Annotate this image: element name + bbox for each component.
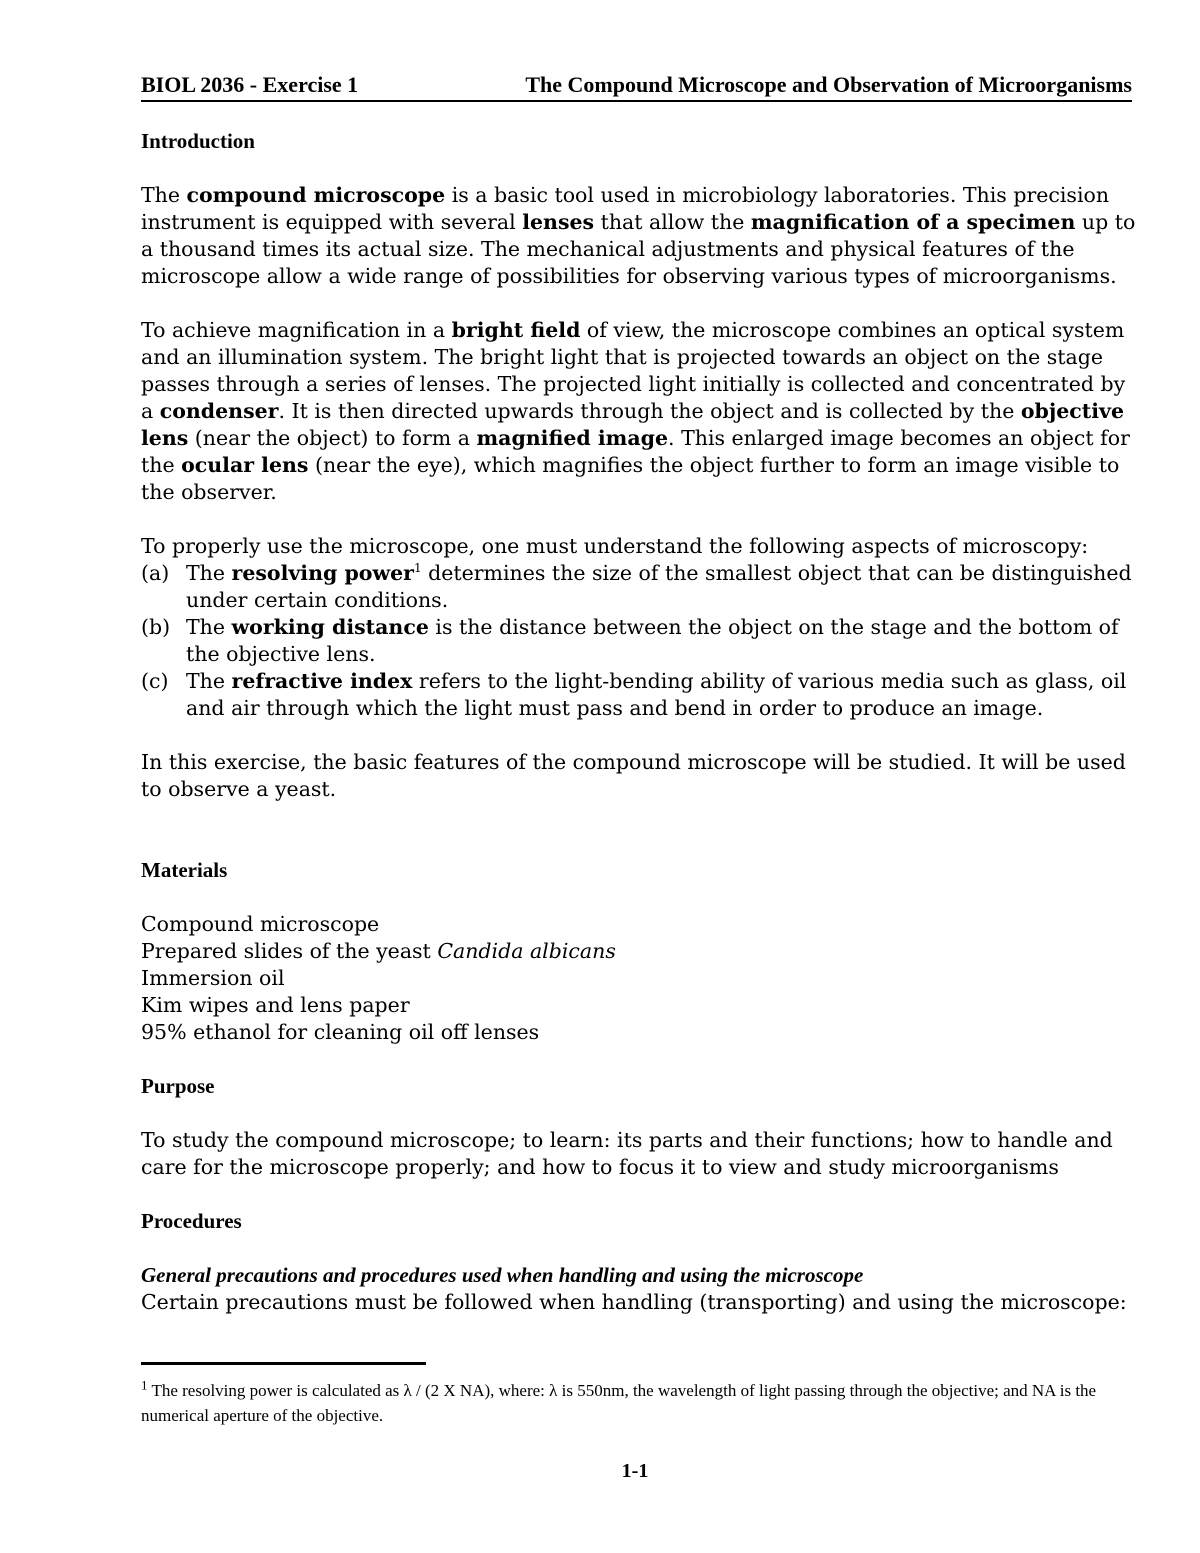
material-item: Compound microscope bbox=[141, 912, 380, 936]
list-item: (b) The working distance is the distance between the object on the stage and the bottom of the objective lens. bbox=[141, 615, 1119, 666]
procedures-text: Certain precautions must be followed when handling (transporting) and using the microscope: bbox=[141, 1290, 1127, 1314]
running-header bbox=[141, 72, 1132, 102]
intro-paragraph-1: The compound microscope is a basic tool used in microbiology laboratories. This precision instrument is equipped with several lenses that allow the magnification of a specimen up to a thousand times its actual size. The mechanical adjustments and physical features of the microscope allow a wide range of possibilities for observing various types of microorganisms. bbox=[141, 183, 1136, 288]
material-item: Kim wipes and lens paper bbox=[141, 993, 410, 1017]
footnote-number: 1 bbox=[141, 1377, 148, 1393]
main-content bbox=[141, 128, 1141, 1316]
page-number: 1-1 bbox=[621, 1460, 649, 1482]
aspects-list bbox=[141, 560, 1141, 722]
purpose-heading: Purpose bbox=[141, 1074, 215, 1098]
materials-heading: Materials bbox=[141, 858, 228, 882]
footnote bbox=[141, 1378, 1101, 1428]
header-course: BIOL 2036 - Exercise 1 bbox=[141, 72, 359, 97]
intro-paragraph-2: To achieve magnification in a bright field of view, the microscope combines an optical system and an illumination system. The bright light that is projected towards an object on the stage passes through a series of lenses. The projected light initially is collected and concentrated by a condenser. It is then directed upwards through the object and is collected by the objective lens (near the object) to form a magnified image. This enlarged image becomes an object for the ocular lens (near the eye), which magnifies the object further to form an image visible to the observer. bbox=[141, 318, 1130, 504]
material-item: Prepared slides of the yeast Candida albicans bbox=[141, 939, 616, 963]
list-item: (a) The resolving power$^1$ determines the size of the smallest object that can be distinguished under certain conditions. bbox=[141, 561, 1132, 612]
intro-paragraph-4: In this exercise, the basic features of the compound microscope will be studied. It will be used to observe a yeast. bbox=[141, 750, 1126, 801]
introduction-heading: Introduction bbox=[141, 129, 255, 153]
procedures-heading: Procedures bbox=[141, 1209, 242, 1233]
procedures-subheading: General precautions and procedures used when handling and using the microscope bbox=[141, 1263, 864, 1287]
footnote-divider bbox=[141, 1362, 426, 1365]
purpose-text: To study the compound microscope; to learn: its parts and their functions; how to handle and care for the microscope properly; and how to focus it to view and study microorganisms bbox=[141, 1128, 1113, 1179]
footnote-text: The resolving power is calculated as λ / (2 X NA), where: λ is 550nm, the wavelength of light passing through the objective; and NA is the numerical aperture of the objective. bbox=[141, 1381, 1097, 1425]
intro-paragraph-3: To properly use the microscope, one must understand the following aspects of microscopy: bbox=[141, 534, 1089, 558]
material-item: 95% ethanol for cleaning oil off lenses bbox=[141, 1020, 540, 1044]
material-item: Immersion oil bbox=[141, 966, 285, 990]
list-item: (c) The refractive index refers to the light-bending ability of various media such as glass, oil and air through which the light must pass and bend in order to produce an image. bbox=[141, 669, 1127, 720]
header-title: The Compound Microscope and Observation of Microorganisms bbox=[525, 72, 1132, 97]
footnote-ref[interactable]: 1 bbox=[413, 561, 422, 576]
